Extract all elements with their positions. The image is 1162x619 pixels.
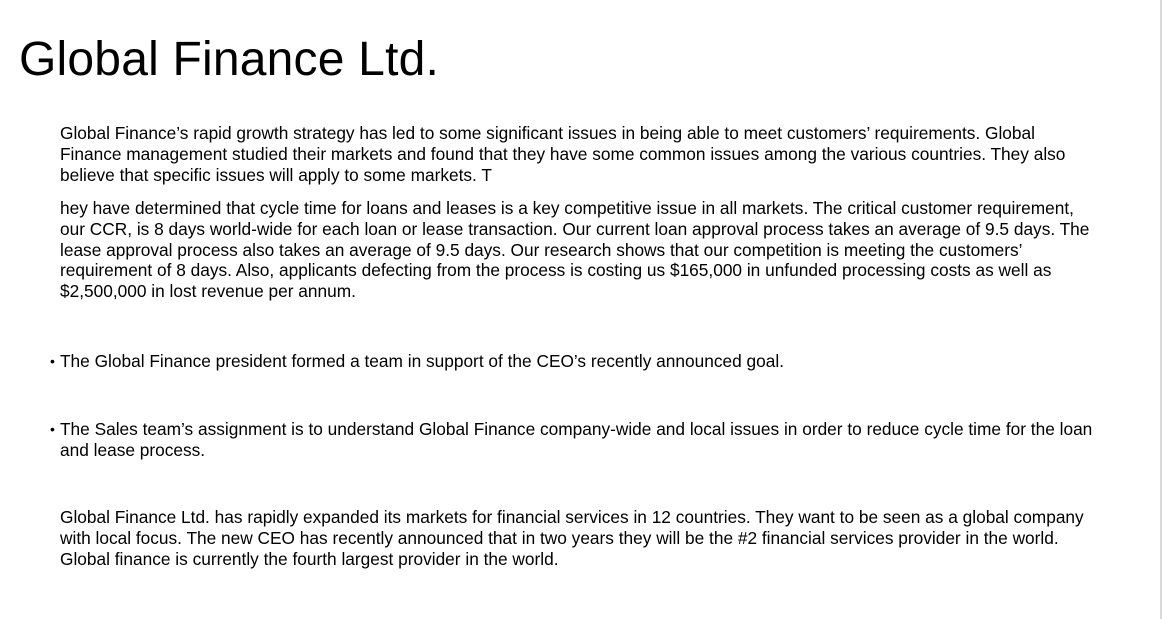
slide-title: Global Finance Ltd. xyxy=(19,33,440,86)
paragraph-growth-strategy: Global Finance’s rapid growth strategy has led to some significant issues in being able to meet customers’ requirements. Global Finance management studied their markets and found that they have some common issues among the various countries. They also believe that specific issues will apply to some markets. T xyxy=(60,123,1066,185)
bullet-dot-icon: • xyxy=(50,353,55,369)
bullet-dot-icon: • xyxy=(50,421,55,437)
bullet-text: The Global Finance president formed a team in support of the CEO’s recently announced goal. xyxy=(60,351,784,371)
bullet-item-team-formed xyxy=(50,351,1100,372)
bullet-item-sales-assignment xyxy=(50,419,1100,461)
paragraph-cycle-time: hey have determined that cycle time for loans and leases is a key competitive issue in all markets. The critical customer requirement, our CCR, is 8 days world-wide for each loan or lease transaction. Our current loan approval process takes an average of 9.5 days. The lease approval process also takes an average of 9.5 days. Our research shows that our competition is meeting the customers’ requirement of 8 days. Also, applicants defecting from the process is costing us $165,000 in unfunded processing costs as well as $2,500,000 in lost revenue per annum. xyxy=(60,198,1090,302)
paragraph-company-overview: Global Finance Ltd. has rapidly expanded its markets for financial services in 12 countries. They want to be seen as a global company with local focus. The new CEO has recently announced that in two years they will be the #2 financial services provider in the world. Global finance is currently the fourth largest provider in the world. xyxy=(60,507,1084,569)
bullet-text: The Sales team’s assignment is to understand Global Finance company-wide and local issues in order to reduce cycle time for the loan and lease process. xyxy=(60,419,1093,460)
